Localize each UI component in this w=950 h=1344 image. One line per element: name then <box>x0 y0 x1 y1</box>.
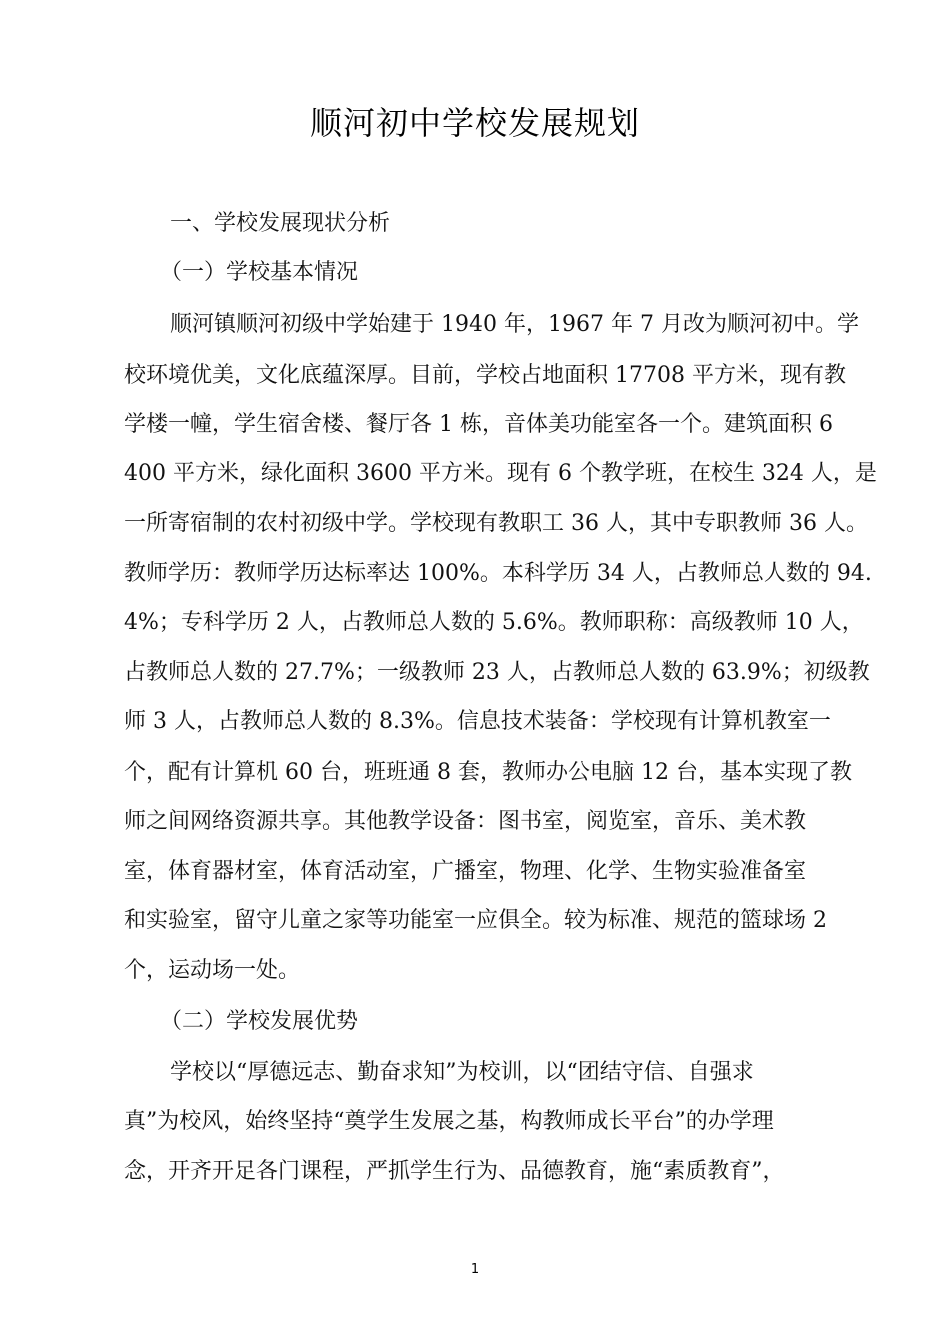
paragraph-line: 真”为校风，始终坚持“奠学生发展之基，构教师成长平台”的办学理 <box>124 1109 774 1134</box>
paragraph-line: 400 平方米，绿化面积 3600 平方米。现有 6 个教学班，在校生 324 人，是 <box>124 461 877 486</box>
paragraph-line: 师之间网络资源共享。其他教学设备：图书室，阅览室，音乐、美术教 <box>124 809 807 834</box>
paragraph-line: 4%；专科学历 2 人，占教师总人数的 5.6%。教师职称：高级教师 10 人， <box>124 610 864 635</box>
document-title: 顺河初中学校发展规划 <box>309 104 640 142</box>
paragraph-line: 念，开齐开足各门课程，严抓学生行为、品德教育，施“素质教育”， <box>124 1159 785 1184</box>
subsection-heading: （二）学校发展优势 <box>160 1009 359 1034</box>
paragraph-line: 顺河镇顺河初级中学始建于 1940 年，1967 年 7 月改为顺河初中。学 <box>170 312 859 337</box>
paragraph-line: 占教师总人数的 27.7%；一级教师 23 人，占教师总人数的 63.9%；初级教 <box>124 660 870 685</box>
paragraph-line: 教师学历：教师学历达标率达 100%。本科学历 34 人，占教师总人数的 94. <box>124 561 872 586</box>
paragraph-line: 学楼一幢，学生宿舍楼、餐厅各 1 栋，音体美功能室各一个。建筑面积 6 <box>124 412 833 437</box>
paragraph-line: 个，配有计算机 60 台，班班通 8 套，教师办公电脑 12 台，基本实现了教 <box>124 760 852 785</box>
page-number: 1 <box>470 1262 480 1277</box>
paragraph-line: 师 3 人，占教师总人数的 8.3%。信息技术装备：学校现有计算机教室一 <box>124 709 831 734</box>
section-heading: 一、学校发展现状分析 <box>170 211 391 236</box>
subsection-heading: （一）学校基本情况 <box>160 260 359 285</box>
paragraph-line: 室，体育器材室，体育活动室，广播室，物理、化学、生物实验准备室 <box>124 859 807 884</box>
paragraph-line: 校环境优美，文化底蕴深厚。目前，学校占地面积 17708 平方米，现有教 <box>124 363 846 388</box>
paragraph-line: 学校以“厚德远志、勤奋求知”为校训，以“团结守信、自强求 <box>170 1060 754 1085</box>
paragraph-line: 个，运动场一处。 <box>124 958 301 983</box>
paragraph-line: 一所寄宿制的农村初级中学。学校现有教职工 36 人，其中专职教师 36 人。 <box>124 511 868 536</box>
paragraph-line: 和实验室，留守儿童之家等功能室一应俱全。较为标准、规范的篮球场 2 <box>124 908 827 933</box>
